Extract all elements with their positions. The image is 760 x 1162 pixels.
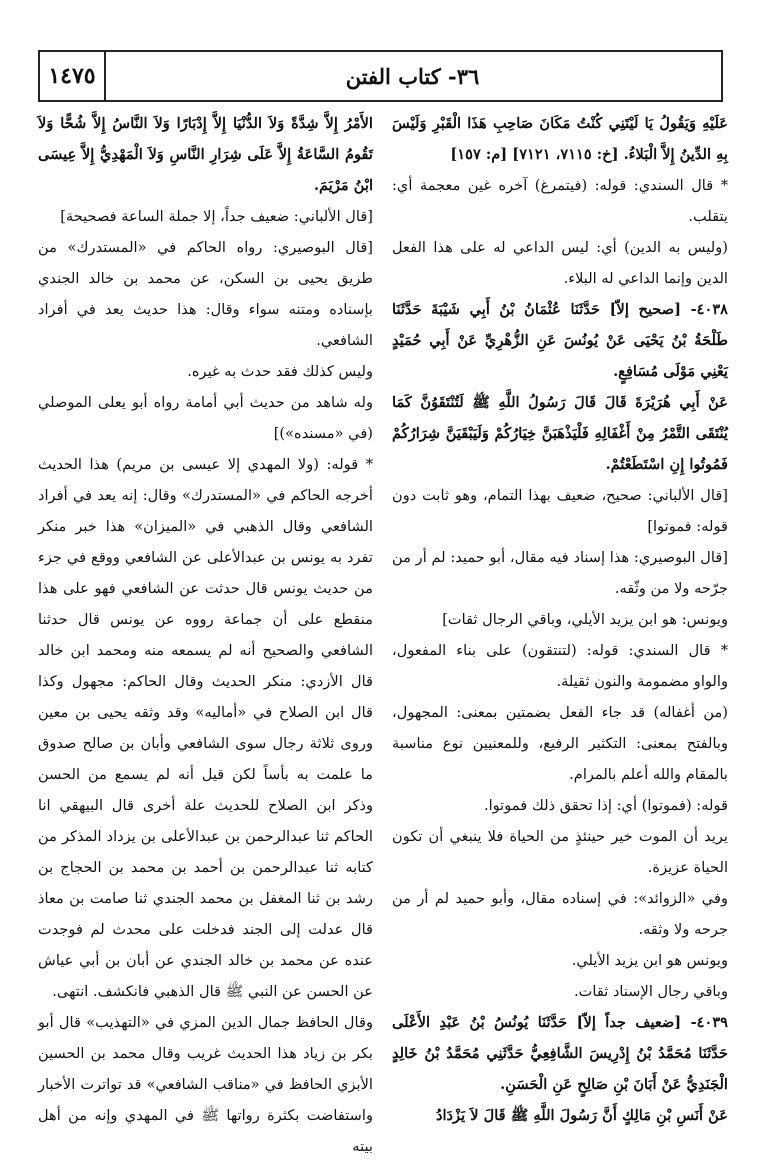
- paragraph: * قال السندي: قوله: (لتنتقون) على بناء المفعول، والواو مضمومة والنون ثقيلة.: [392, 642, 728, 690]
- paragraph: وليس كذلك فقد حدث به غيره.: [187, 363, 373, 380]
- paragraph: وباقي رجال الإسناد ثقات.: [574, 983, 728, 1000]
- paragraph: ويونس هو ابن يزيد الأيلي.: [571, 952, 728, 969]
- paragraph: عَنْ أَنَسِ بْنِ مَالِكٍ أَنَّ رَسُولَ اللَّهِ ﷺ قَالَ لاَ يَزْدَادُ: [435, 1107, 728, 1124]
- paragraph: وقال الحافظ جمال الدين المزي في «التهذيب» قال أبو بكر بن زياد هذا الحديث غريب وقال محمد بن الحسين الأبزي الحافظ في «مناقب الشافعي» قد تواترت الأخبار واستفاضت بكثرة رواتها ﷺ في المهدي وإنه من أهل بيته: [38, 1014, 373, 1155]
- paragraph: * قوله: (ولا المهدي إلا عيسى بن مريم) هذا الحديث أخرجه الحاكم في «المستدرك» وقال: إنه يعد في أفراد الشافعي وقال الذهبي في «الميزان» هذا خبر منكر تفرد به يونس بن عبدالأعلى عن الشافعي ووقع في جزء من حديث يونس قال حدثت عن الشافعي فهو على هذا منقطع على أن جماعة رووه عن يونس قال حدثنا الشافعي والصحيح أنه لم يسمعه منه ومحمد ابن خالد قال الأزدي: منكر الحديث وقال الحاكم: مجهول وكذا قال ابن الصلاح في «أماليه» وقد وثقه يحيى بن معين وروى ثلاثة رجال سوى الشافعي وأبان بن صالح صدوق ما علمت به بأساً لكن قيل أنه لم يسمع من الحسن وذكر ابن الصلاح للحديث علة أخرى قال البيهقي انا الحاكم ثنا عبدالرحمن بن عبدالأعلى بن يزداد المذكر من كتابه ثنا عبدالرحمن بن أحمد بن محمد بن الحجاج بن رشد بن ثنا المغفل بن محمد الجندي ثنا صامت بن معاذ قال عدلت إلى الجند فدخلت على محدث لم فوجدت عنده عن محمد بن خالد الجندي عن أبان بن أبي عياش عن الحسن عن النبي ﷺ قال الذهبي فانكشف. انتهى.: [38, 456, 373, 1000]
- paragraph: عَلَيْهِ وَيَقُولُ يَا لَيْتَنِي كُنْتُ مَكَانَ صَاحِبِ هَذَا الْقَبْرِ وَلَيْسَ بِهِ الدِّينُ إِلاَّ الْبَلاءُ. [خ: ٧١١٥، ٧١٢١] [م: ١٥٧]: [392, 115, 728, 163]
- left-column: [38, 108, 373, 1162]
- paragraph: * قال السندي: قوله: (فيتمرغ) آخره غين معجمة أي: يتقلب.: [392, 177, 728, 225]
- paragraph: [قال البوصيري: رواه الحاكم في «المستدرك» من طريق يحيى بن السكن، عن محمد بن خالد الجندي بإسناده ومتنه سواء وقال: هذا حديث يعد في أفراد الشافعي.: [38, 239, 373, 349]
- chapter-title: ٣٦- كتاب الفتن: [345, 63, 480, 89]
- paragraph: الأَمْرُ إِلاَّ شِدَّةً وَلاَ الدُّنْيَا إِلاَّ إِدْبَارًا وَلاَ النَّاسُ إِلاَّ شُحًّا وَلاَ تَقُومُ السَّاعَةُ إِلاَّ عَلَى شِرَارِ النَّاسِ وَلاَ الْمَهْدِيُّ إِلاَّ عِيسَى ابْنُ مَرْيَمَ.: [38, 115, 373, 194]
- paragraph: [قال الألباني: صحيح، ضعيف بهذا التمام، وهو ثابت دون قوله: فموتوا]: [392, 487, 728, 535]
- right-column: [392, 108, 728, 1131]
- paragraph: (وليس به الدين) أي: ليس الداعي له على هذا الفعل الدين وإنما الداعي له البلاء.: [392, 239, 728, 287]
- paragraph: وله شاهد من حديث أبي أمامة رواه أبو يعلى الموصلي (في «مسنده»)]: [38, 394, 373, 442]
- hadith-4039: ٤٠٣٩- [ضعيف جداً إلاّ] حَدَّثَنَا يُونُسُ بْنُ عَبْدِ الأَعْلَى حَدَّثَنَا مُحَمَّدُ بْنُ إِدْرِيسَ الشَّافِعِيُّ حَدَّثَنِي مُحَمَّدُ بْنُ خَالِدٍ الْجَنَدِيُّ عَنْ أَبَانَ بْنِ صَالِحٍ عَنِ الْحَسَنِ.: [392, 1014, 728, 1093]
- paragraph: ويونس: هو ابن يزيد الأيلي، وباقي الرجال ثقات]: [442, 611, 728, 628]
- page-number: ١٤٧٥: [40, 52, 106, 100]
- paragraph: [قال الألباني: ضعيف جداً، إلا جملة الساعة فصحيحة]: [60, 208, 373, 225]
- paragraph: يريد أن الموت خير حينئذٍ من الحياة فلا ينبغي أن تكون الحياة عزيزة.: [392, 828, 728, 876]
- paragraph: عَنْ أَبِي هُرَيْرَةَ قَالَ قَالَ رَسُولُ اللَّهِ ﷺ لَتُنْتَقَوُنَّ كَمَا يُنْتَقَى التَّمْرُ مِنْ أَغْفَالِهِ فَلْيَذْهَبَنَّ خِيَارُكُمْ وَلَيَبْقَيَنَّ شِرَارُكُمْ فَمُوتُوا إِنِ اسْتَطَعْتُمْ.: [392, 394, 728, 473]
- paragraph: قوله: (فموتوا) أي: إذا تحقق ذلك فموتوا.: [483, 797, 728, 814]
- hadith-4038: ٤٠٣٨- [صحيح إلاّ] حَدَّثَنَا عُثْمَانُ بْنُ أَبِي شَيْبَةَ حَدَّثَنَا طَلْحَةُ بْنُ يَحْيَى عَنْ يُونُسَ عَنِ الزُّهْرِيِّ عَنْ أَبِي حُمَيْدٍ يَعْنِي مَوْلَى مُسَافِعٍ.: [392, 301, 728, 380]
- page-header: [38, 50, 723, 102]
- paragraph: (من أغفاله) قد جاء الفعل بضمتين بمعنى: المجهول، وبالفتح بمعنى: التكثير الرفيع، وللمعنيين نوع مناسبة بالمقام والله أعلم بالمرام.: [392, 704, 728, 783]
- paragraph: وفي «الزوائد»: في إسناده مقال، وأبو حميد لم أر من جرحه ولا وثقه.: [392, 890, 728, 938]
- paragraph: [قال البوصيري: هذا إسناد فيه مقال، أبو حميد: لم أر من جرّحه ولا من وثّقه.: [392, 549, 728, 597]
